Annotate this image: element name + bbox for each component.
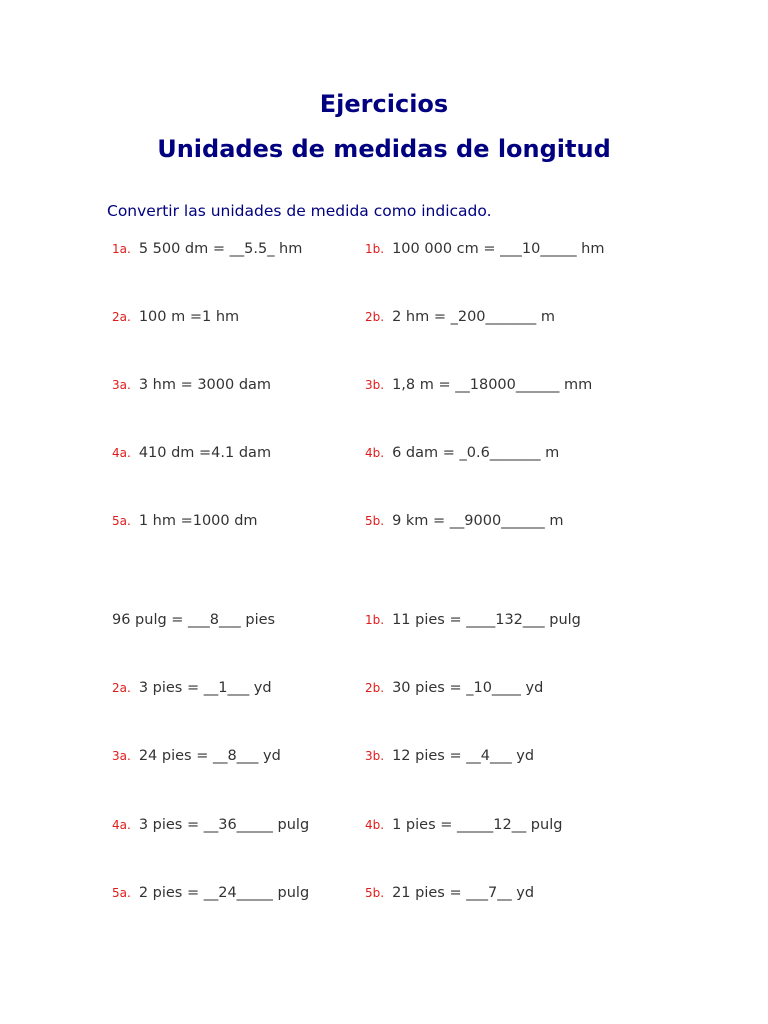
exercise-text: 100 m =1 hm [138, 309, 240, 325]
exercise-text: 3 pies = __36_____ pulg [138, 817, 310, 833]
exercise-row [0, 748, 768, 770]
exercise-text: 12 pies = __4___ yd [392, 748, 535, 764]
exercise-label: 3b. [365, 749, 385, 763]
page-title: Ejercicios [319, 90, 449, 118]
exercise-item [112, 513, 258, 529]
exercise-label: 3a. [112, 749, 131, 763]
exercise-label: 4a. [112, 818, 131, 832]
exercise-text: 3 hm = 3000 dam [138, 377, 272, 393]
exercise-item [365, 748, 534, 764]
exercise-row [0, 885, 768, 907]
exercise-row [0, 612, 768, 634]
exercise-label: 4b. [365, 818, 385, 832]
exercise-text: 2 pies = __24_____ pulg [138, 885, 310, 901]
exercise-text: 100 000 cm = ___10_____ hm [392, 241, 605, 257]
exercise-item [112, 377, 271, 393]
exercise-item [112, 612, 275, 628]
exercise-label: 4a. [112, 446, 131, 460]
exercise-text: 1 hm =1000 dm [138, 513, 258, 529]
exercise-label: 2b. [365, 310, 385, 324]
page-subtitle: Unidades de medidas de longitud [157, 135, 611, 163]
exercise-label: 3b. [365, 378, 385, 392]
exercise-row [0, 377, 768, 399]
exercise-text: 11 pies = ____132___ pulg [392, 612, 581, 628]
exercise-text: 5 500 dm = __5.5_ hm [138, 241, 303, 257]
exercise-item [365, 377, 592, 393]
exercise-item [112, 445, 271, 461]
exercise-item [112, 680, 272, 696]
exercise-text: 9 km = __9000______ m [392, 513, 564, 529]
exercise-item [112, 885, 309, 901]
exercise-text: 21 pies = ___7__ yd [392, 885, 535, 901]
exercise-row [0, 817, 768, 839]
exercise-label: 5b. [365, 886, 385, 900]
exercise-item [112, 748, 281, 764]
exercise-item [112, 817, 309, 833]
exercise-item [365, 612, 581, 628]
exercise-text: 96 pulg = ___8___ pies [112, 612, 276, 628]
exercise-text: 2 hm = _200_______ m [392, 309, 556, 325]
exercise-item [365, 885, 534, 901]
exercise-label: 2b. [365, 681, 385, 695]
exercise-label: 1b. [365, 242, 385, 256]
exercise-label: 5a. [112, 514, 131, 528]
exercise-item [365, 309, 555, 325]
exercise-row [0, 680, 768, 702]
exercise-item [365, 445, 559, 461]
exercise-label: 5b. [365, 514, 385, 528]
exercise-row [0, 513, 768, 535]
exercise-text: 24 pies = __8___ yd [138, 748, 281, 764]
exercise-item [112, 241, 302, 257]
exercise-label: 1b. [365, 613, 385, 627]
exercise-row [0, 445, 768, 467]
exercise-label: 3a. [112, 378, 131, 392]
exercise-item [365, 680, 543, 696]
exercise-item [112, 309, 239, 325]
exercise-label: 2a. [112, 681, 131, 695]
exercise-label: 2a. [112, 310, 131, 324]
exercise-text: 6 dam = _0.6_______ m [392, 445, 560, 461]
exercise-row [0, 241, 768, 263]
exercise-text: 30 pies = _10____ yd [392, 680, 544, 696]
exercise-item [365, 513, 563, 529]
exercise-row [0, 309, 768, 331]
exercise-label: 5a. [112, 886, 131, 900]
instruction-text: Convertir las unidades de medida como indicado. [107, 202, 492, 220]
exercise-text: 410 dm =4.1 dam [138, 445, 272, 461]
exercise-item [365, 817, 562, 833]
exercise-text: 1 pies = _____12__ pulg [392, 817, 563, 833]
exercise-text: 3 pies = __1___ yd [138, 680, 272, 696]
exercise-label: 4b. [365, 446, 385, 460]
exercise-item [365, 241, 605, 257]
exercise-text: 1,8 m = __18000______ mm [392, 377, 593, 393]
exercise-label: 1a. [112, 242, 131, 256]
